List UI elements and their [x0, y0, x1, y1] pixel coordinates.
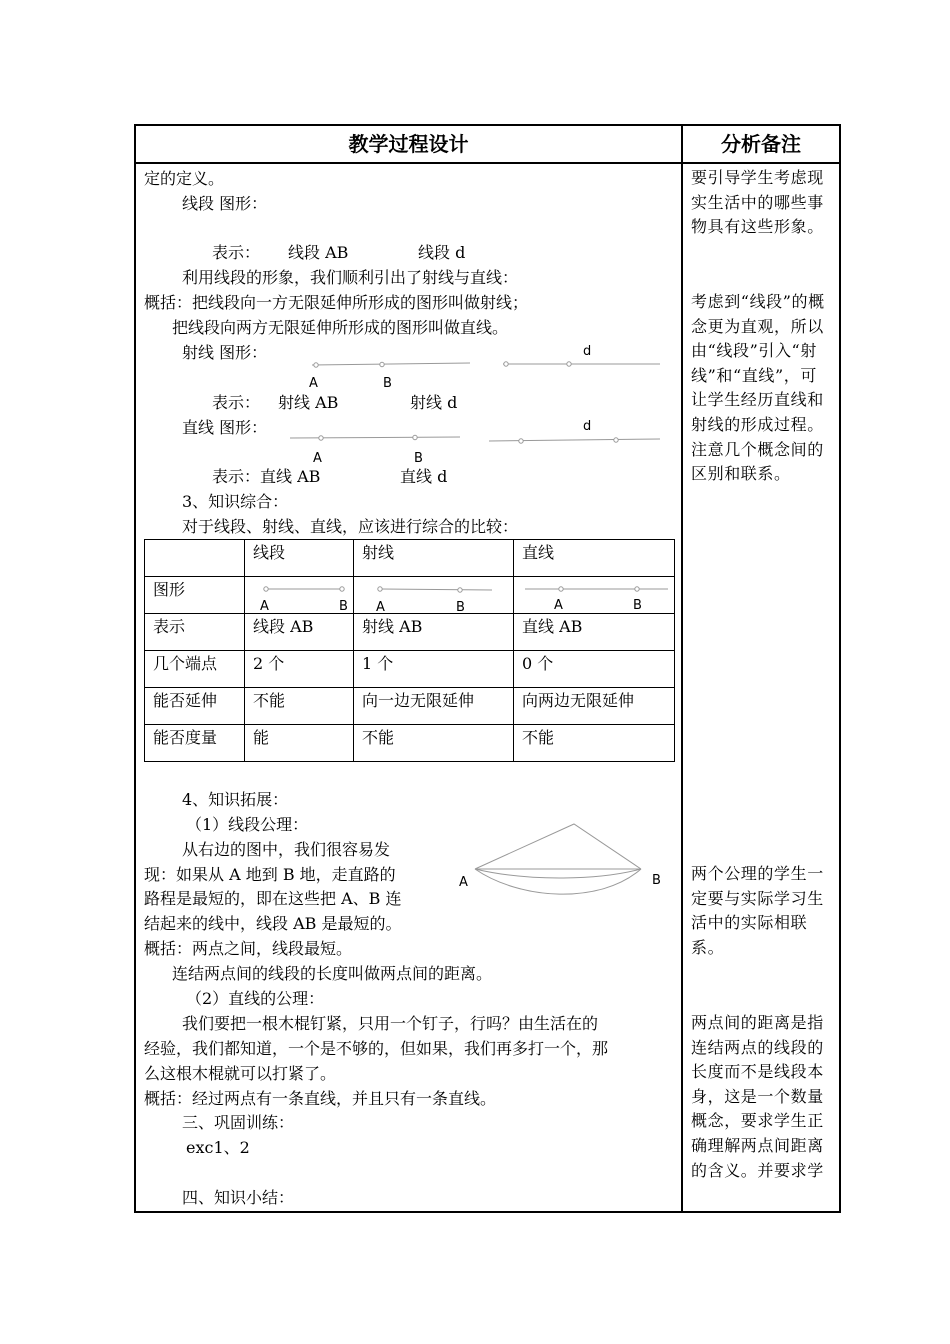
table-header-row [145, 540, 675, 577]
body-line: 射线 AB [278, 393, 339, 412]
body-line: 经验，我们都知道，一个是不够的，但如果，我们再多打一个，那 [144, 1039, 609, 1058]
table-cell: 能否延伸 [145, 688, 245, 725]
body-line: 直线 图形： [182, 418, 268, 437]
body-line: 射线 图形： [182, 343, 268, 362]
table-cell: 能否度量 [145, 725, 245, 762]
right-column-title: 分析备注 [721, 132, 801, 156]
line-label-d: d [583, 344, 592, 359]
body-line: 表示： [212, 243, 261, 262]
body-line: 概括：把线段向一方无限延伸所形成的图形叫做射线； [144, 293, 529, 312]
table-cell: 向两边无限延伸 [514, 688, 675, 725]
body-line: 表示： [212, 393, 261, 412]
body-line: （1）线段公理： [186, 815, 309, 834]
body-line: 利用线段的形象，我们顺利引出了射线与直线： [182, 268, 519, 287]
point-label-b: B [633, 598, 642, 613]
point-label-a: A [376, 600, 385, 615]
table-cell: 几个端点 [145, 651, 245, 688]
table-cell: 不能 [354, 725, 514, 762]
body-line: 线段 AB [288, 243, 349, 262]
point-label-b: B [383, 376, 392, 391]
left-column-title: 教学过程设计 [348, 132, 469, 156]
body-line: exc1、2 [186, 1138, 250, 1157]
comparison-table [144, 539, 675, 762]
table-row [145, 725, 675, 762]
body-line: 概括：两点之间，线段最短。 [144, 939, 353, 958]
table-cell [145, 540, 245, 577]
table-cell [514, 577, 675, 614]
table-cell: 0 个 [514, 651, 675, 688]
body-line: 定的定义。 [144, 169, 225, 188]
body-line: 从右边的图中，我们很容易发 [182, 840, 391, 859]
note-paragraph: 两点间的距离是指连结两点的线段的长度而不是线段本身，这是一个数量概念，要求学生正确理解两点间距离的含义。并要求学 [691, 1013, 824, 1180]
table-row [145, 651, 675, 688]
table-cell [354, 577, 514, 614]
point-marker [519, 439, 523, 443]
point-label-a: A [309, 376, 318, 391]
table-cell: 线段 [245, 540, 354, 577]
body-line: 路程是最短的，即在这些把 A、B 连 [144, 889, 402, 908]
body-line: 表示：直线 AB [212, 467, 321, 486]
point-marker [504, 362, 508, 366]
table-cell: 射线 AB [354, 614, 514, 651]
body-line: 把线段向两方无限延伸所形成的图形叫做直线。 [172, 318, 509, 337]
body-line: 射线 d [410, 393, 458, 412]
point-marker [567, 362, 571, 366]
point-label-a: A [554, 598, 563, 613]
point-label-b: B [456, 600, 465, 615]
body-line: 连结两点间的线段的长度叫做两点间的距离。 [172, 964, 493, 983]
point-label-b: B [414, 451, 423, 466]
table-cell: 线段 AB [245, 614, 354, 651]
body-line: 我们要把一根木棍钉紧，只用一个钉子，行吗？由生活在的 [182, 1014, 599, 1033]
point-marker [380, 362, 384, 366]
point-label-b: B [339, 599, 348, 614]
table-row [145, 688, 675, 725]
point-label-b: B [652, 873, 661, 888]
table-cell: 不能 [514, 725, 675, 762]
body-line: 结起来的线中，线段 AB 是最短的。 [144, 914, 402, 933]
body-line: 线段 d [418, 243, 466, 262]
table-cell: 直线 AB [514, 614, 675, 651]
body-line: 么这根木棍就可以打紧了。 [144, 1064, 337, 1083]
body-line: 线段 图形： [182, 194, 268, 213]
body-line: （2）直线的公理： [186, 989, 325, 1008]
body-line: 4、知识拓展： [182, 790, 289, 809]
point-label-a: A [459, 875, 468, 890]
point-marker [614, 438, 618, 442]
table-cell: 射线 [354, 540, 514, 577]
note-paragraph: 两个公理的学生一定要与实际学习生活中的实际相联系。 [691, 864, 824, 957]
table-cell: 向一边无限延伸 [354, 688, 514, 725]
point-marker [314, 363, 318, 367]
note-paragraph: 要引导学生考虑现实生活中的哪些事物具有这些形象。 [691, 168, 824, 237]
point-marker [319, 436, 323, 440]
body-line: 直线 d [400, 467, 448, 486]
table-cell [245, 577, 354, 614]
body-line: 概括：经过两点有一条直线，并且只有一条直线。 [144, 1089, 497, 1108]
body-line: 对于线段、射线、直线，应该进行综合的比较： [182, 517, 519, 536]
point-label-a: A [313, 451, 322, 466]
point-label-a: A [260, 599, 269, 614]
table-cell: 1 个 [354, 651, 514, 688]
table-row [145, 577, 675, 614]
table-cell: 图形 [145, 577, 245, 614]
table-cell: 不能 [245, 688, 354, 725]
body-line: 四、知识小结： [182, 1188, 295, 1207]
note-paragraph: 考虑到“线段”的概念更为直观，所以由“线段”引入“射线”和“直线”，可让学生经历直线和射线的形成过程。注意几个概念间的区别和联系。 [691, 292, 825, 484]
line-label-d: d [583, 419, 592, 434]
point-marker [413, 435, 417, 439]
table-cell: 能 [245, 725, 354, 762]
body-line: 3、知识综合： [182, 492, 289, 511]
table-cell: 2 个 [245, 651, 354, 688]
table-cell: 表示 [145, 614, 245, 651]
table-cell: 直线 [514, 540, 675, 577]
table-row [145, 614, 675, 651]
body-line: 现：如果从 A 地到 B 地，走直路的 [144, 865, 396, 884]
body-line: 三、巩固训练： [182, 1113, 295, 1132]
